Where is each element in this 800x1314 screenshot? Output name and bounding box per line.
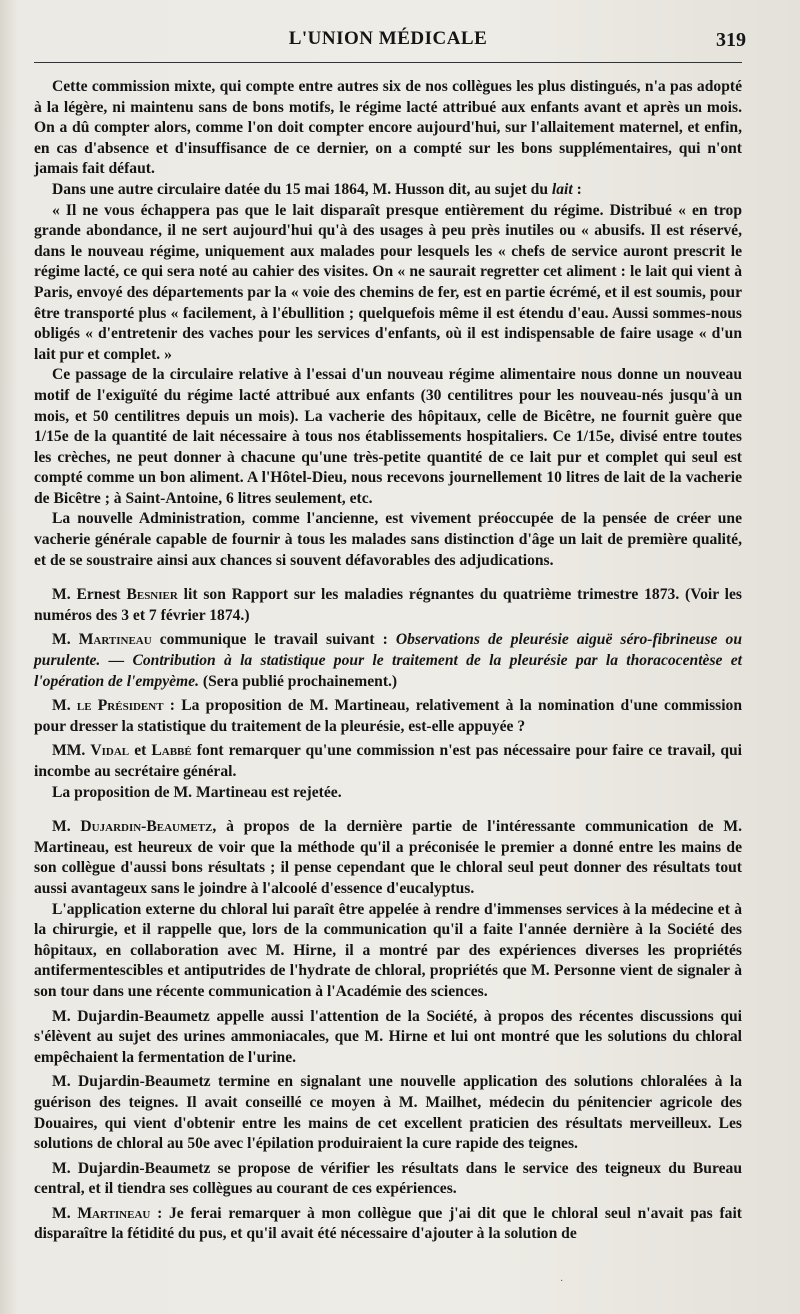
speaker-name: le Président (76, 697, 164, 715)
paragraph-rejection: La proposition de M. Martineau est rejetée. (52, 783, 342, 801)
text-span: font remarquer qu'une commission n'est pas nécessaire pour faire ce travail, qui incombe au secrétaire général. (34, 742, 742, 780)
speaker-name: Martineau (78, 631, 152, 649)
text-span: : La proposition de M. Martineau, relativement à la nomination d'une commission pour dresser la statistique du traitement de la pleurésie, est-elle appuyée ? (34, 697, 743, 735)
running-head (34, 28, 746, 63)
quotation-block (34, 201, 742, 366)
text-span: M. (52, 631, 79, 649)
paragraph-passage: Ce passage de la circulaire relative à l'essai d'un nouveau régime alimentaire nous donne un nouveau motif de l'exiguïté du régime lacté attribué aux enfants (30 centilitres pour les nouveau-nés jusqu'à un mois, et 50 centilitres depuis un mois). La vacherie des hôpitaux, celle de Bicêtre, ne fournit guère que 1/15e de la quantité de lait nécessaire à tous nos établissements hospitaliers. Ce 1/15e, divisé entre toutes les crèches, ne peut donner à chacune qu'une très-petite quantité de ce lait pur et complet qui seul est compté comme un bon aliment. A l'Hôtel-Dieu, nous recevons journellement 10 litres de lait de la vacherie de Bicêtre ; à Saint-Antoine, 6 litres seulement, etc. (34, 366, 742, 507)
paragraph-dujardin (34, 817, 742, 899)
speaker-name: Labbé (151, 742, 192, 760)
italic-title: Observations de pleurésie aiguë séro-fibrineuse ou purulente. — Contribution à la statistique pour le traitement de la pleurésie par la thoracocentèse et l'opération de l'empyème. (34, 631, 742, 690)
text-span: et (129, 742, 152, 760)
text-span: lit son Rapport sur les maladies régnantes du quatrième trimestre 1873. (Voir les numéros des 3 et 7 février 1874.) (34, 586, 742, 624)
paragraph-besnier (34, 585, 742, 626)
paragraph-martineau-communication (34, 630, 742, 692)
footer-mark: · (560, 1276, 564, 1287)
paragraph-president (34, 696, 742, 737)
page-number: 319 (716, 29, 746, 51)
paragraph-commission: Cette commission mixte, qui compte entre autres six de nos collègues les plus distingués, n'a pas adopté à la légère, ni maintenu sans de bons motifs, le régime lacté attribué aux enfants avant et après un mois. On a dû compter alors, comme l'on doit compter encore aujourd'hui, sur l'allaitement maternel, et enfin, en cas d'absence et d'insuffisance de ce dernier, on a compté sur les bons supplémentaires, qui n'ont jamais fait défaut. (34, 78, 742, 178)
speaker-name: Vidal (90, 742, 130, 760)
paragraph-vidal-labbe (34, 741, 742, 782)
text-span: : Je ferai remarquer à mon collègue que j'ai dit que le chloral seul n'avait pas fait disparaître la fétidité du pus, et qu'il avait été nécessaire d'ajouter à la solution de (34, 1204, 742, 1243)
text-span: Dans une autre circulaire datée du 15 mai 1864, M. Husson dit, au sujet du (52, 180, 552, 198)
italic-word-lait: lait (551, 180, 573, 198)
text-span: communique le travail suivant : (151, 631, 396, 649)
text-span: M. (52, 1204, 78, 1222)
paragraph-circulaire-intro (34, 180, 742, 201)
speaker-name: Besnier (126, 586, 178, 604)
text-span: MM. (52, 742, 91, 760)
paragraph-martineau-reply (34, 1204, 742, 1245)
paragraph-administration: La nouvelle Administration, comme l'ancienne, est vivement préoccupée de la pensée de créer une vacherie générale capable de fournir à tous les malades sans distinction d'âge un lait de première qualité, et de se soustraire ainsi aux chances si souvent défavorables des adjudications. (34, 510, 742, 569)
text-span: , à propos de la dernière partie de l'intéressante communication de M. Martineau, est heureux de voir que la méthode qu'il a préconisée le premier a donné entre les mains de son collègue d'aussi bons résultats ; il pense cependant que le chloral seul peut donner des résultats tout aussi avantageux sans le joindre à l'alcoolé d'essence d'eucalyptus. (34, 818, 743, 897)
text-span: M. Ernest (52, 586, 127, 604)
text-span: (Sera publié prochainement.) (199, 672, 398, 690)
speaker-name: Martineau (77, 1204, 151, 1222)
text-span: M. (52, 697, 77, 715)
paragraph-teignes: M. Dujardin-Beaumetz termine en signalant une nouvelle application des solutions chloralées à la guérison des teignes. Il avait conseillé ce moyen à M. Mailhet, médecin du pénitencier agricole des Douaires, qui vient d'obtenir entre les mains de cet excellent praticien des résultats merveilleux. Les solutions de chloral au 50e avec l'épilation produiraient la cure rapide des teignes. (34, 1073, 742, 1153)
paragraph-chloral-application: L'application externe du chloral lui paraît être appelée à rendre d'immenses services à la médecine et à la chirurgie, et il rappelle que, lors de la communication qu'il a faite l'année dernière à la Société des hôpitaux, en collaboration avec M. Hirne, il a montré par des expériences diverses les propriétés antifermentescibles et antiputrides de l'hydrate de chloral, propriétés que M. Personne vient de signaler à son tour dans une récente communication à l'Académie des sciences. (34, 900, 742, 1000)
text-span: M. (52, 818, 81, 836)
paragraph-verification: M. Dujardin-Beaumetz se propose de vérifier les résultats dans le service des teigneux du Bureau central, et il tiendra ses collègues au courant de ces expériences. (34, 1159, 742, 1198)
speaker-name: Dujardin-Beaumetz (80, 818, 213, 836)
journal-title: L'UNION MÉDICALE (288, 28, 488, 49)
paragraph-urines: M. Dujardin-Beaumetz appelle aussi l'attention de la Société, à propos des récentes discussions qui s'élèvent au sujet des urines ammoniacales, que M. Hirne et lui ont montré que les solutions du chloral empêchaient la fermentation de l'urine. (34, 1007, 742, 1066)
quotation-text: « Il ne vous échappera pas que le lait disparaît presque entièrement du régime. Distribué « en trop grande abondance, il ne sert aujourd'hui qu'à des usages à peu près inutiles ou « abusifs. Il est réservé, dans le nouveau régime, uniquement aux malades pour lesquels les « chefs de service auront prescrit le régime lacté, ce qui sera noté au cahier des visites. On « ne saurait regretter cet aliment : le lait qui vient à Paris, envoyé des départements par la « voie des chemins de fer, est en partie écrémé, et il est soumis, pour être transporté plus « facilement, à l'ébullition ; quelquefois même il est étendu d'eau. Aussi sommes-nous obligés « d'entretenir des vaches pour les services d'enfants, où il est indispensable de faire usage « d'un lait pur et complet. » (34, 201, 742, 363)
text-span: : (572, 180, 582, 198)
body-text (34, 77, 742, 1245)
